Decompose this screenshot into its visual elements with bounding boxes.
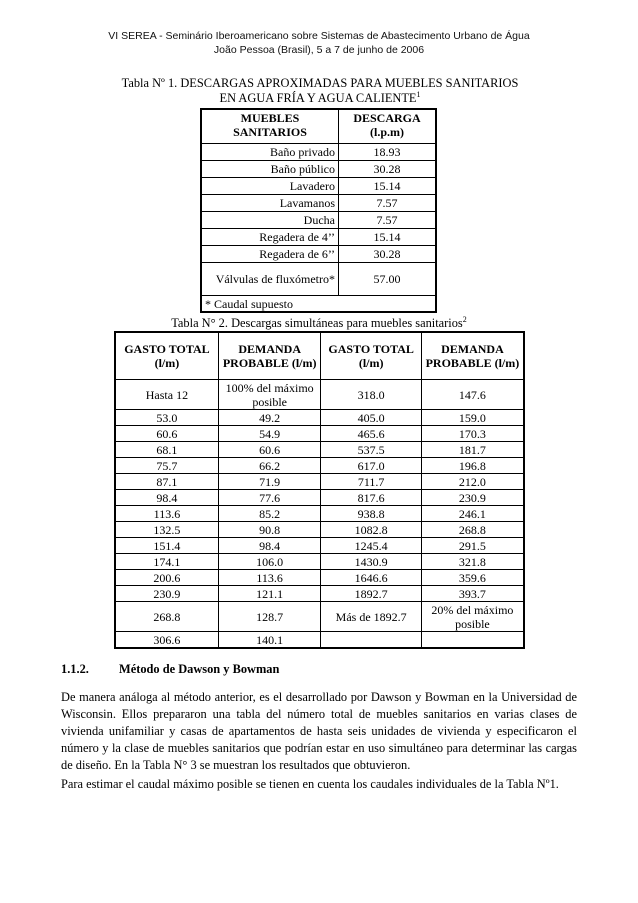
header-line-1: VI SEREA - Seminário Iberoamericano sobre Sistemas de Abastecimento Urbano de Água — [108, 30, 530, 42]
table-cell: 53.0 — [115, 410, 218, 426]
table-row — [115, 426, 524, 442]
table-cell: 106.0 — [218, 554, 321, 570]
fixture-name: Regadera de 6’’ — [201, 246, 339, 263]
table-cell: 98.4 — [218, 538, 321, 554]
table-cell: 71.9 — [218, 474, 321, 490]
table-cell: 1082.8 — [321, 522, 421, 538]
section-number: 1.1.2. — [61, 662, 89, 676]
table-cell: 1646.6 — [321, 570, 421, 586]
fixture-discharge: 30.28 — [339, 246, 437, 263]
table-row — [201, 212, 436, 229]
table-row — [115, 458, 524, 474]
table-row — [115, 538, 524, 554]
table-cell: 537.5 — [321, 442, 421, 458]
table-cell: 200.6 — [115, 570, 218, 586]
table-cell: 121.1 — [218, 586, 321, 602]
fixture-discharge: 57.00 — [339, 263, 437, 296]
table-cell: 212.0 — [421, 474, 524, 490]
fixture-name: Lavadero — [201, 178, 339, 195]
table-cell: 246.1 — [421, 506, 524, 522]
table-cell: 170.3 — [421, 426, 524, 442]
fixture-name: Lavamanos — [201, 195, 339, 212]
table-cell: Más de 1892.7 — [321, 602, 421, 632]
table-cell: 196.8 — [421, 458, 524, 474]
table-row — [115, 506, 524, 522]
table-cell: 66.2 — [218, 458, 321, 474]
table-cell: 147.6 — [421, 380, 524, 410]
table-cell: 393.7 — [421, 586, 524, 602]
table-row — [115, 380, 524, 410]
fixture-name: Baño privado — [201, 144, 339, 161]
table-cell: 20% del máximo posible — [421, 602, 524, 632]
header-line-2: João Pessoa (Brasil), 5 a 7 de junho de 2006 — [213, 44, 425, 56]
section-heading — [61, 662, 279, 677]
table-cell: 711.7 — [321, 474, 421, 490]
table-cell: 151.4 — [115, 538, 218, 554]
table-row — [115, 570, 524, 586]
table-cell: 291.5 — [421, 538, 524, 554]
table-cell: 68.1 — [115, 442, 218, 458]
fixture-name: Válvulas de fluxómetro* — [201, 263, 339, 296]
table-row — [115, 522, 524, 538]
table-cell: 268.8 — [421, 522, 524, 538]
table2-header-row — [115, 332, 524, 380]
table-cell: 85.2 — [218, 506, 321, 522]
table-cell: 1430.9 — [321, 554, 421, 570]
table2-header-cell: GASTO TOTAL (l/m) — [115, 332, 218, 380]
table-cell: 359.6 — [421, 570, 524, 586]
table-cell: Hasta 12 — [115, 380, 218, 410]
table-cell: 60.6 — [218, 442, 321, 458]
footnote-ref-1: 1 — [416, 89, 421, 99]
table1-header-fixtures: MUEBLES SANITARIOS — [201, 109, 339, 144]
table-row — [201, 178, 436, 195]
table-row — [201, 161, 436, 178]
fixture-discharge: 7.57 — [339, 212, 437, 229]
body-paragraph: Para estimar el caudal máximo posible se tienen en cuenta los caudales individuales de la Tabla Nº1. — [61, 777, 559, 791]
table-row — [115, 410, 524, 426]
footnote-ref-2: 2 — [462, 314, 467, 324]
table-cell: 100% del máximo posible — [218, 380, 321, 410]
table-cell: 113.6 — [115, 506, 218, 522]
table-cell: 159.0 — [421, 410, 524, 426]
table-row — [115, 442, 524, 458]
table-cell: 49.2 — [218, 410, 321, 426]
table-cell: 77.6 — [218, 490, 321, 506]
table-cell: 140.1 — [218, 632, 321, 649]
table-row — [201, 263, 436, 296]
body-paragraph: De manera análoga al método anterior, es el desarrollado por Dawson y Bowman en la Universidad de Wisconsin. Ellos prepararon una tabla del número total de muebles sanitarios en varias clases de vivienda unifamiliar y casas de apartamentos de hasta seis unidades de vivienda y especificaron el número y la clase de muebles sanitarios que podrían estar en uso simultáneo para determinar las cargas de diseño. En la Tabla N° 3 se muestran los resultados que obtuvieron. — [61, 690, 577, 772]
table-cell: 230.9 — [115, 586, 218, 602]
table-cell: 1892.7 — [321, 586, 421, 602]
fixture-discharge: 18.93 — [339, 144, 437, 161]
table-cell: 321.8 — [421, 554, 524, 570]
table1-caption — [80, 76, 560, 106]
table-row — [115, 632, 524, 649]
table-cell: 230.9 — [421, 490, 524, 506]
table-cell: 405.0 — [321, 410, 421, 426]
fixture-discharge: 15.14 — [339, 178, 437, 195]
table-cell — [321, 632, 421, 649]
table-row — [115, 474, 524, 490]
fixture-discharge: 15.14 — [339, 229, 437, 246]
table-simultaneous-discharges — [114, 331, 525, 649]
table-cell: 617.0 — [321, 458, 421, 474]
table1-caption-line2: EN AGUA FRÍA Y AGUA CALIENTE$^1$ — [219, 89, 421, 105]
table-row — [201, 144, 436, 161]
table1-footnote: * Caudal supuesto — [201, 296, 436, 313]
table-row — [115, 554, 524, 570]
table-cell: 938.8 — [321, 506, 421, 522]
table-cell: 87.1 — [115, 474, 218, 490]
table-cell: 60.6 — [115, 426, 218, 442]
table-cell — [421, 632, 524, 649]
table-cell: 132.5 — [115, 522, 218, 538]
table1-caption-line1: Tabla Nº 1. DESCARGAS APROXIMADAS PARA MUEBLES SANITARIOS — [121, 76, 519, 90]
table-row — [115, 602, 524, 632]
table-cell: 318.0 — [321, 380, 421, 410]
table-row — [115, 490, 524, 506]
table-cell: 54.9 — [218, 426, 321, 442]
fixture-name: Ducha — [201, 212, 339, 229]
table2-header-cell: DEMANDA PROBABLE (l/m) — [421, 332, 524, 380]
table-cell: 268.8 — [115, 602, 218, 632]
fixture-name: Regadera de 4’’ — [201, 229, 339, 246]
table-cell: 1245.4 — [321, 538, 421, 554]
table-row — [201, 246, 436, 263]
table-cell: 90.8 — [218, 522, 321, 538]
table2-caption: Tabla N° 2. Descargas simultáneas para muebles sanitarios$^2$ — [171, 314, 467, 330]
table-fixture-discharges — [200, 108, 437, 313]
table-row — [115, 586, 524, 602]
table-cell: 465.6 — [321, 426, 421, 442]
table-row — [201, 229, 436, 246]
table-cell: 98.4 — [115, 490, 218, 506]
table-row — [201, 195, 436, 212]
table-cell: 75.7 — [115, 458, 218, 474]
section-title: Método de Dawson y Bowman — [119, 662, 280, 676]
table-cell: 174.1 — [115, 554, 218, 570]
table1-header-discharge: DESCARGA (l.p.m) — [339, 109, 437, 144]
fixture-name: Baño público — [201, 161, 339, 178]
table-cell: 113.6 — [218, 570, 321, 586]
page-header — [0, 29, 638, 57]
table-cell: 181.7 — [421, 442, 524, 458]
table2-header-cell: GASTO TOTAL (l/m) — [321, 332, 421, 380]
table2-header-cell: DEMANDA PROBABLE (l/m) — [218, 332, 321, 380]
table-cell: 128.7 — [218, 602, 321, 632]
fixture-discharge: 30.28 — [339, 161, 437, 178]
fixture-discharge: 7.57 — [339, 195, 437, 212]
table-cell: 306.6 — [115, 632, 218, 649]
table-cell: 817.6 — [321, 490, 421, 506]
